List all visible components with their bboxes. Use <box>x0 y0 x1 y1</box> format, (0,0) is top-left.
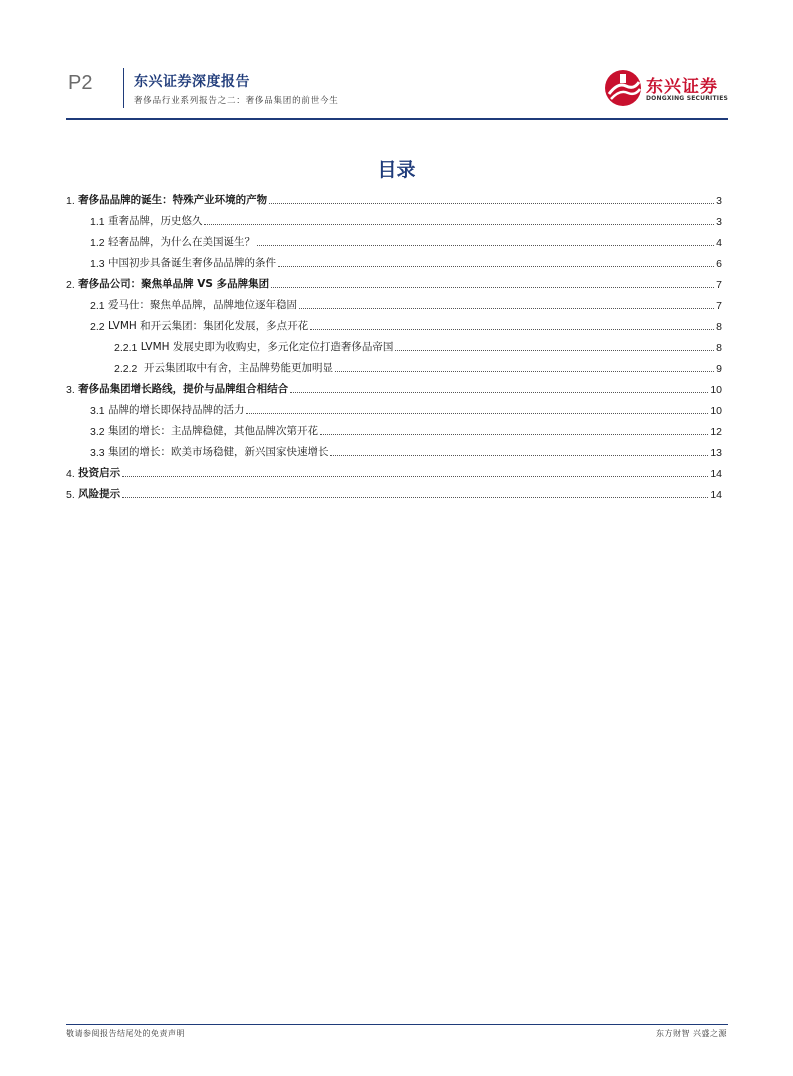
toc-entry-page: 9 <box>716 363 722 375</box>
toc-leader <box>204 223 714 225</box>
toc-entry-page: 7 <box>716 279 722 291</box>
toc-entry-page: 3 <box>716 195 722 207</box>
toc-entry-page: 14 <box>710 489 722 501</box>
toc-leader <box>278 265 714 267</box>
toc-entry[interactable] <box>66 208 722 228</box>
toc-entry-page: 13 <box>710 447 722 459</box>
toc-entry-number: 3.1 <box>90 405 105 417</box>
toc-leader <box>122 475 708 477</box>
toc-entry-label: 投资启示 <box>78 467 121 479</box>
toc-leader <box>310 328 714 330</box>
toc-leader <box>335 370 714 372</box>
footer-rule <box>66 1024 728 1025</box>
toc-entry-number: 1.1 <box>90 216 105 228</box>
toc-entry-page: 4 <box>716 237 722 249</box>
toc-entry-label: 开云集团取中有舍，主品牌势能更加明显 <box>144 362 334 374</box>
report-title: 东兴证券深度报告 <box>134 74 250 90</box>
logo-english-text: DONGXING SECURITIES <box>646 95 729 102</box>
toc-entry-label: LVMH 发展史即为收购史，多元化定位打造奢侈品帝国 <box>140 341 394 353</box>
logo-text: 东兴证券 <box>646 77 718 97</box>
toc-entry[interactable] <box>66 187 722 207</box>
logo-emblem-icon <box>604 68 644 108</box>
toc-entry-number: 3.3 <box>90 447 105 459</box>
toc-entry-page: 8 <box>716 321 722 333</box>
toc-entry-page: 7 <box>716 300 722 312</box>
header-rule <box>66 118 728 120</box>
toc-entry-number: 2.2.1 <box>114 342 138 354</box>
toc-leader <box>330 454 708 456</box>
toc-entry-label: LVMH 和开云集团：集团化发展，多点开花 <box>107 320 309 332</box>
toc-entry[interactable] <box>66 313 722 333</box>
toc-entry-page: 12 <box>710 426 722 438</box>
company-logo <box>604 68 728 108</box>
toc-leader <box>290 391 708 393</box>
toc-entry-label: 风险提示 <box>78 488 121 500</box>
page-number: P2 <box>68 72 93 94</box>
toc-entry[interactable] <box>66 334 722 354</box>
toc-entry-label: 品牌的增长即保持品牌的活力 <box>107 404 245 416</box>
toc-entry-label: 重奢品牌，历史悠久 <box>107 215 203 227</box>
toc-entry-page: 14 <box>710 468 722 480</box>
toc-leader <box>269 202 714 204</box>
toc-entry[interactable] <box>66 481 722 501</box>
report-subtitle: 奢侈品行业系列报告之二：奢侈品集团的前世今生 <box>134 96 339 106</box>
toc-entry[interactable] <box>66 418 722 438</box>
toc-leader <box>395 349 714 351</box>
toc-entry-label: 中国初步具备诞生奢侈品品牌的条件 <box>107 257 276 269</box>
toc-entry-label: 爱马仕：聚焦单品牌，品牌地位逐年稳固 <box>107 299 297 311</box>
toc-entry-number: 2. <box>66 279 75 291</box>
toc-leader <box>299 307 714 309</box>
toc-entry-label: 集团的增长：欧美市场稳健，新兴国家快速增长 <box>107 446 329 458</box>
toc-entry-number: 4. <box>66 468 75 480</box>
toc-entry-number: 3. <box>66 384 75 396</box>
toc-entry[interactable] <box>66 460 722 480</box>
footer-disclaimer: 敬请参阅报告结尾处的免责声明 <box>66 1029 185 1038</box>
header-divider <box>123 68 124 108</box>
toc-entry-label: 集团的增长：主品牌稳健，其他品牌次第开花 <box>107 425 318 437</box>
toc-entry[interactable] <box>66 250 722 270</box>
toc-entry-number: 2.2 <box>90 321 105 333</box>
toc-entry-label: 奢侈品品牌的诞生：特殊产业环境的产物 <box>78 194 268 206</box>
toc-entry-number: 1.2 <box>90 237 105 249</box>
toc-leader <box>320 433 708 435</box>
toc-entry-number: 2.2.2 <box>114 363 138 375</box>
toc-entry[interactable] <box>66 292 722 312</box>
toc-leader <box>271 286 714 288</box>
toc-entry-number: 5. <box>66 489 75 501</box>
toc-entry[interactable] <box>66 397 722 417</box>
toc-entry[interactable] <box>66 376 722 396</box>
toc-entry-page: 10 <box>710 405 722 417</box>
page-header <box>66 66 728 120</box>
toc-entry-label: 轻奢品牌，为什么在美国诞生？ <box>107 236 255 248</box>
toc-entry[interactable] <box>66 229 722 249</box>
toc-entry[interactable] <box>66 355 722 375</box>
footer-slogan: 东方财智 兴盛之源 <box>655 1029 727 1038</box>
toc-entry-page: 6 <box>716 258 722 270</box>
toc-leader <box>246 412 708 414</box>
toc-title: 目录 <box>377 159 416 181</box>
toc-leader <box>257 244 714 246</box>
toc-entry-number: 3.2 <box>90 426 105 438</box>
toc-entry[interactable] <box>66 439 722 459</box>
toc-entry-page: 8 <box>716 342 722 354</box>
toc-entry-number: 1. <box>66 195 75 207</box>
toc-entry-number: 2.1 <box>90 300 105 312</box>
toc-entry-label: 奢侈品公司：聚焦单品牌 VS 多品牌集团 <box>78 278 270 290</box>
toc-entry-page: 3 <box>716 216 722 228</box>
toc-entry-number: 1.3 <box>90 258 105 270</box>
toc-entry[interactable] <box>66 271 722 291</box>
toc-leader <box>122 496 708 498</box>
toc-entry-page: 10 <box>710 384 722 396</box>
toc-entry-label: 奢侈品集团增长路线，提价与品牌组合相结合 <box>78 383 289 395</box>
